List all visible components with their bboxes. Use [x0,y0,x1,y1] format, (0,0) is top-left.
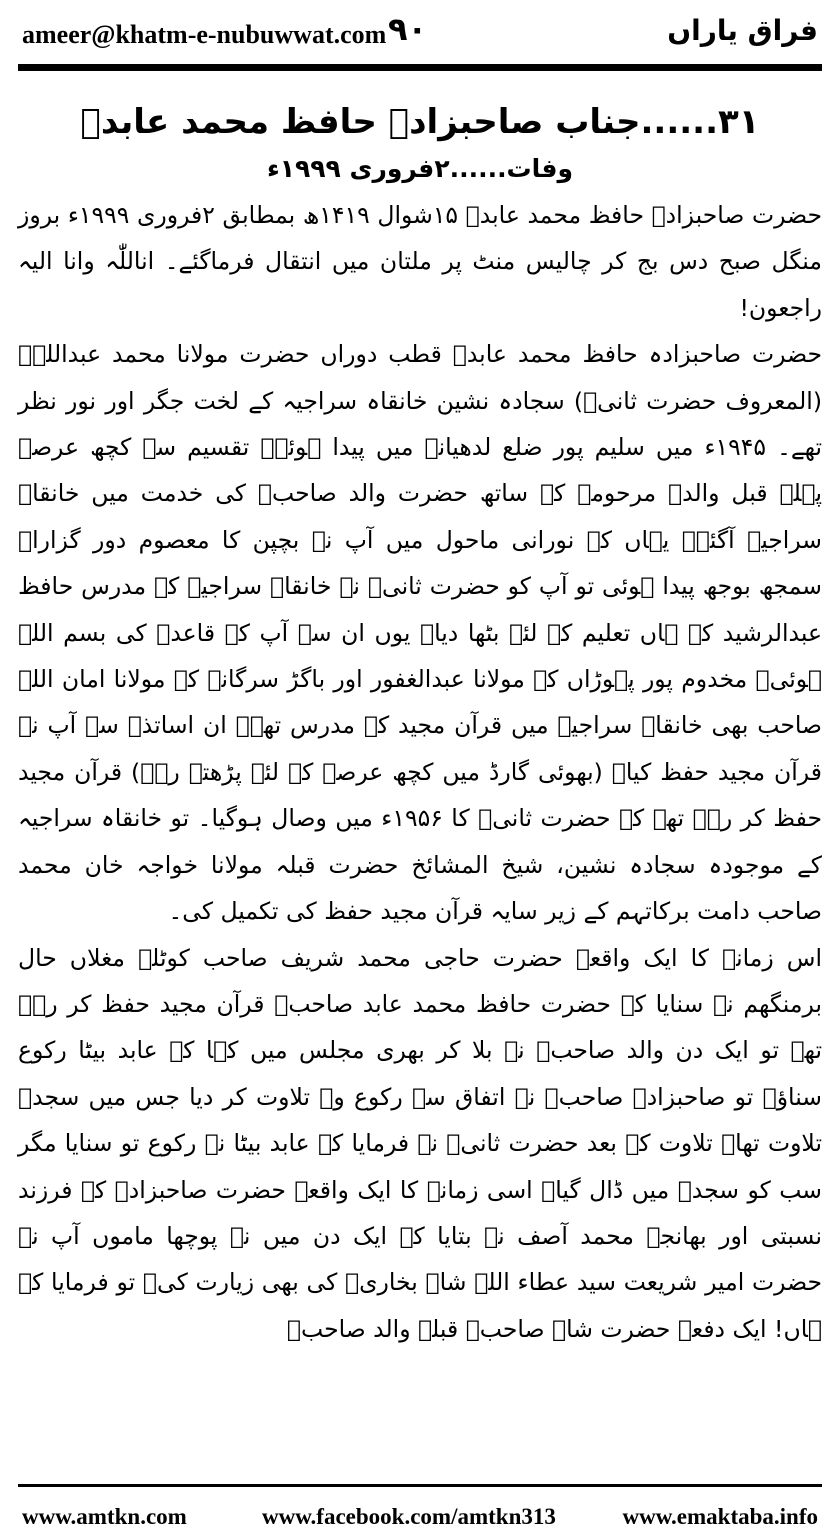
page-number: ۹۰ [388,10,428,48]
death-date: وفات......۲فروری ۱۹۹۹ء [267,154,573,183]
page-header [0,0,840,66]
footer-link-emaktaba[interactable]: www.emaktaba.info [622,1504,818,1529]
header-email: ameer@khatm-e-nubuwwat.com [22,20,387,49]
footer-link-amtkn[interactable]: www.amtkn.com [22,1504,187,1529]
page-footer [0,1500,840,1534]
paragraph-1: حضرت صاحبزادہ حافظ محمد عابدؒ ۱۵شوال ۱۴۱۹ھ بمطابق ۲فروری ۱۹۹۹ء بروز منگل صبح دس بج کر چالیس منٹ پر ملتان میں انتقال فرماگئے۔ اناللّٰہ وانا الیہ راجعون! [18,201,822,322]
book-title: فراق یاراں [667,14,818,47]
header-rule [18,64,822,71]
footer-link-facebook[interactable]: www.facebook.com/amtkn313 [262,1504,556,1529]
paragraph-3: اس زمانہ کا ایک واقعہ حضرت حاجی محمد شریف صاحب کوٹلہ مغلاں حال برمنگھم نے سنایا کہ حضرت حافظ محمد عابد صاحبؒ قرآن مجید حفظ کر رہے تھے تو ایک دن والد صاحبؒ نے بلا کر بھری مجلس میں کہا کہ عابد بیٹا رکوع سناؤ۔ تو صاحبزادہ صاحبؒ نے اتفاق سے رکوع وہ تلاوت کر دیا جس میں سجدہ تلاوت تھا۔ تلاوت کے بعد حضرت ثانیؒ نے فرمایا کہ عابد بیٹا نے رکوع تو سنایا مگر سب کو سجدہ میں ڈال گیا۔ اسی زمانہ کا ایک واقعہ حضرت صاحبزادہ کے فرزند نسبتی اور بھانجے محمد آصف نے بتایا کہ ایک دن میں نے پوچھا ماموں آپ نے حضرت امیر شریعت سید عطاء اللہ شاہ بخاریؒ کی بھی زیارت کی۔ تو فرمایا کہ ہاں! ایک دفعہ حضرت شاہ صاحبؒ قبلہ والد صاحبؒ [18,943,822,1343]
paragraph-2: حضرت صاحبزادہ حافظ محمد عابدؒ قطب دوراں حضرت مولانا محمد عبداللہؒ (المعروف حضرت ثانیؒ) سجادہ نشین خانقاہ سراجیہ کے لخت جگر اور نور نظر تھے۔ ۱۹۴۵ء میں سلیم پور ضلع لدھیانہ میں پیدا ہوئے۔ تقسیم سے کچھ عرصہ پہلے قبل والدہ مرحومہ کے ساتھ حضرت والد صاحبؒ کی خدمت میں خانقاہ سراجیہ آگئے۔ یہاں کے نورانی ماحول میں آپ نے بچپن کا معصوم دور گزارا۔ سمجھ بوجھ پیدا ہوئی تو آپ کو حضرت ثانیؒ نے خانقاہ سراجیہ کے مدرس حافظ عبدالرشید کے ہاں تعلیم کے لئے بٹھا دیا۔ یوں ان سے آپ کے قاعدہ کی بسم اللہ ہوئی۔ مخدوم پور پہوڑاں کے مولانا عبدالغفور اور باگڑ سرگانہ کے مولانا امان اللہ صاحب بھی خانقاہ سراجیہ میں قرآن مجید کے مدرس تھے۔ ان اساتذہ سے آپ نے قرآن مجید حفظ کیا۔ (بھوئی گارڈ میں کچھ عرصہ کے لئے پڑھتے رہے) قرآن مجید حفظ کر رہے تھے کہ حضرت ثانیؒ کا ۱۹۵۶ء میں وصال ہوگیا۔ تو خانقاہ سراجیہ کے موجودہ سجادہ نشین، شیخ المشائخ حضرت قبلہ مولانا خواجہ خان محمد صاحب دامت برکاتہم کے زیر سایہ قرآن مجید حفظ کی تکمیل کی۔ [18,340,822,926]
footer-rule [18,1484,822,1487]
chapter-title: ۳۱......جناب صاحبزادہ حافظ محمد عابدؒ [80,102,760,142]
page-content [18,100,822,1352]
